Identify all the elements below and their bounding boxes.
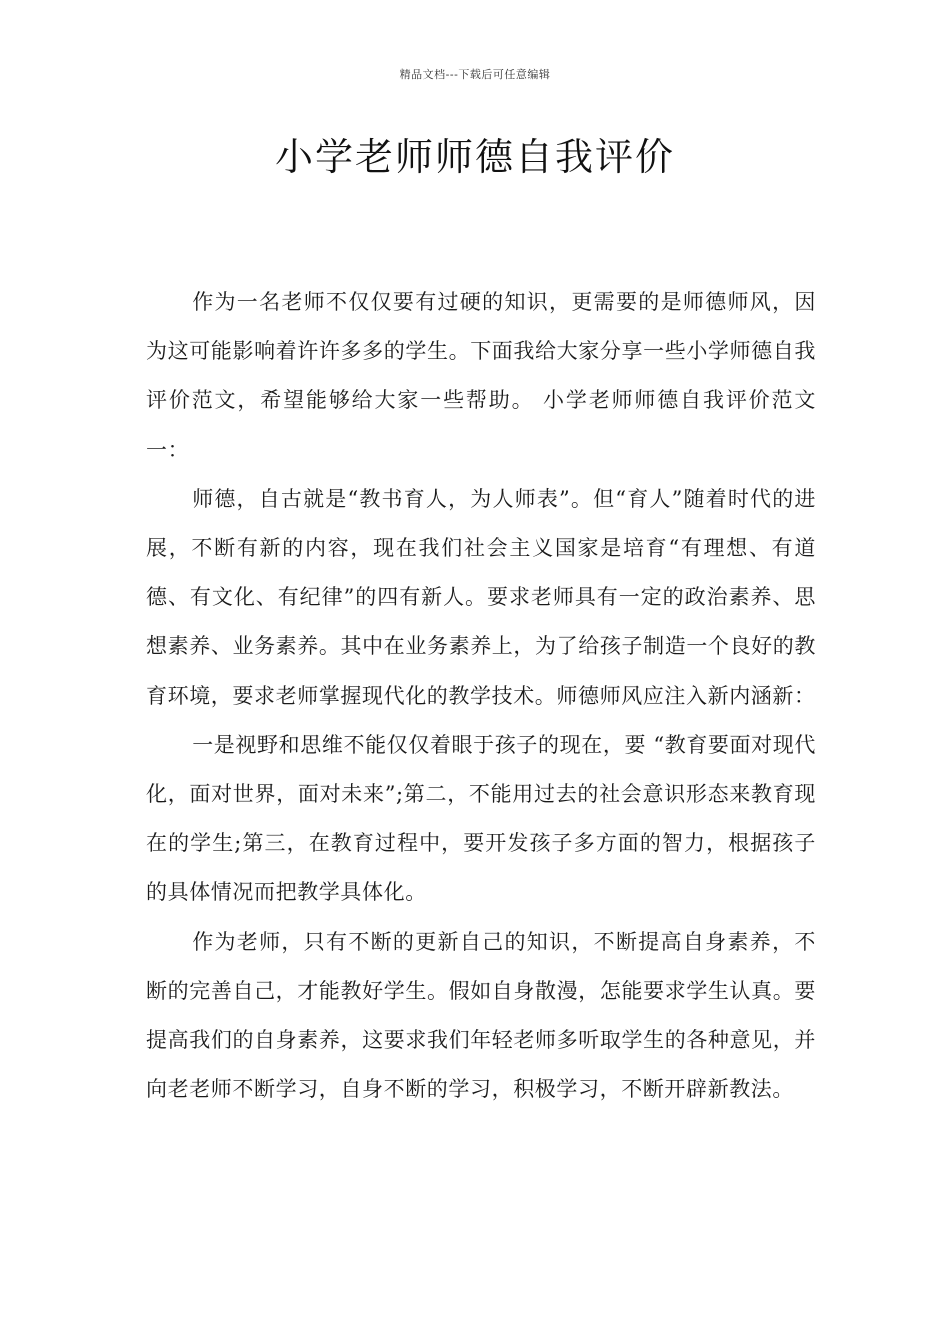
paragraph: 作为老师，只有不断的更新自己的知识，不断提高自身素养，不断的完善自己，才能教好学生。假如自身散漫，怎能要求学生认真。要提高我们的自身素养，这要求我们年轻老师多听取学生的各种意见，并向老老师不断学习，自身不断的学习，积极学习，不断开辟新教法。 <box>146 929 816 1102</box>
paragraph: 作为一名老师不仅仅要有过硬的知识，更需要的是师德师风，因为这可能影响着许许多多的学生。下面我给大家分享一些小学师德自我评价范文，希望能够给大家一些帮助。 小学老师师德自我评价范文一： <box>146 290 816 462</box>
header-note: 精品文档---下载后可任意编辑 <box>399 68 551 81</box>
paragraph: 师德，自古就是“教书育人，为人师表”。但“育人”随着时代的进展，不断有新的内容，现在我们社会主义国家是培育“有理想、有道德、有文化、有纪律”的四有新人。要求老师具有一定的政治素养、思想素养、业务素养。其中在业务素养上，为了给孩子制造一个良好的教育环境，要求老师掌握现代化的教学技术。师德师风应注入新内涵新： <box>146 486 816 708</box>
document-title: 小学老师师德自我评价 <box>274 135 675 179</box>
paragraph: 一是视野和思维不能仅仅着眼于孩子的现在，要 “教育要面对现代化，面对世界，面对未来”;第二，不能用过去的社会意识形态来教育现在的学生;第三，在教育过程中，要开发孩子多方面的智力，根据孩子的具体情况而把教学具体化。 <box>146 732 816 905</box>
document-body <box>146 278 816 1114</box>
